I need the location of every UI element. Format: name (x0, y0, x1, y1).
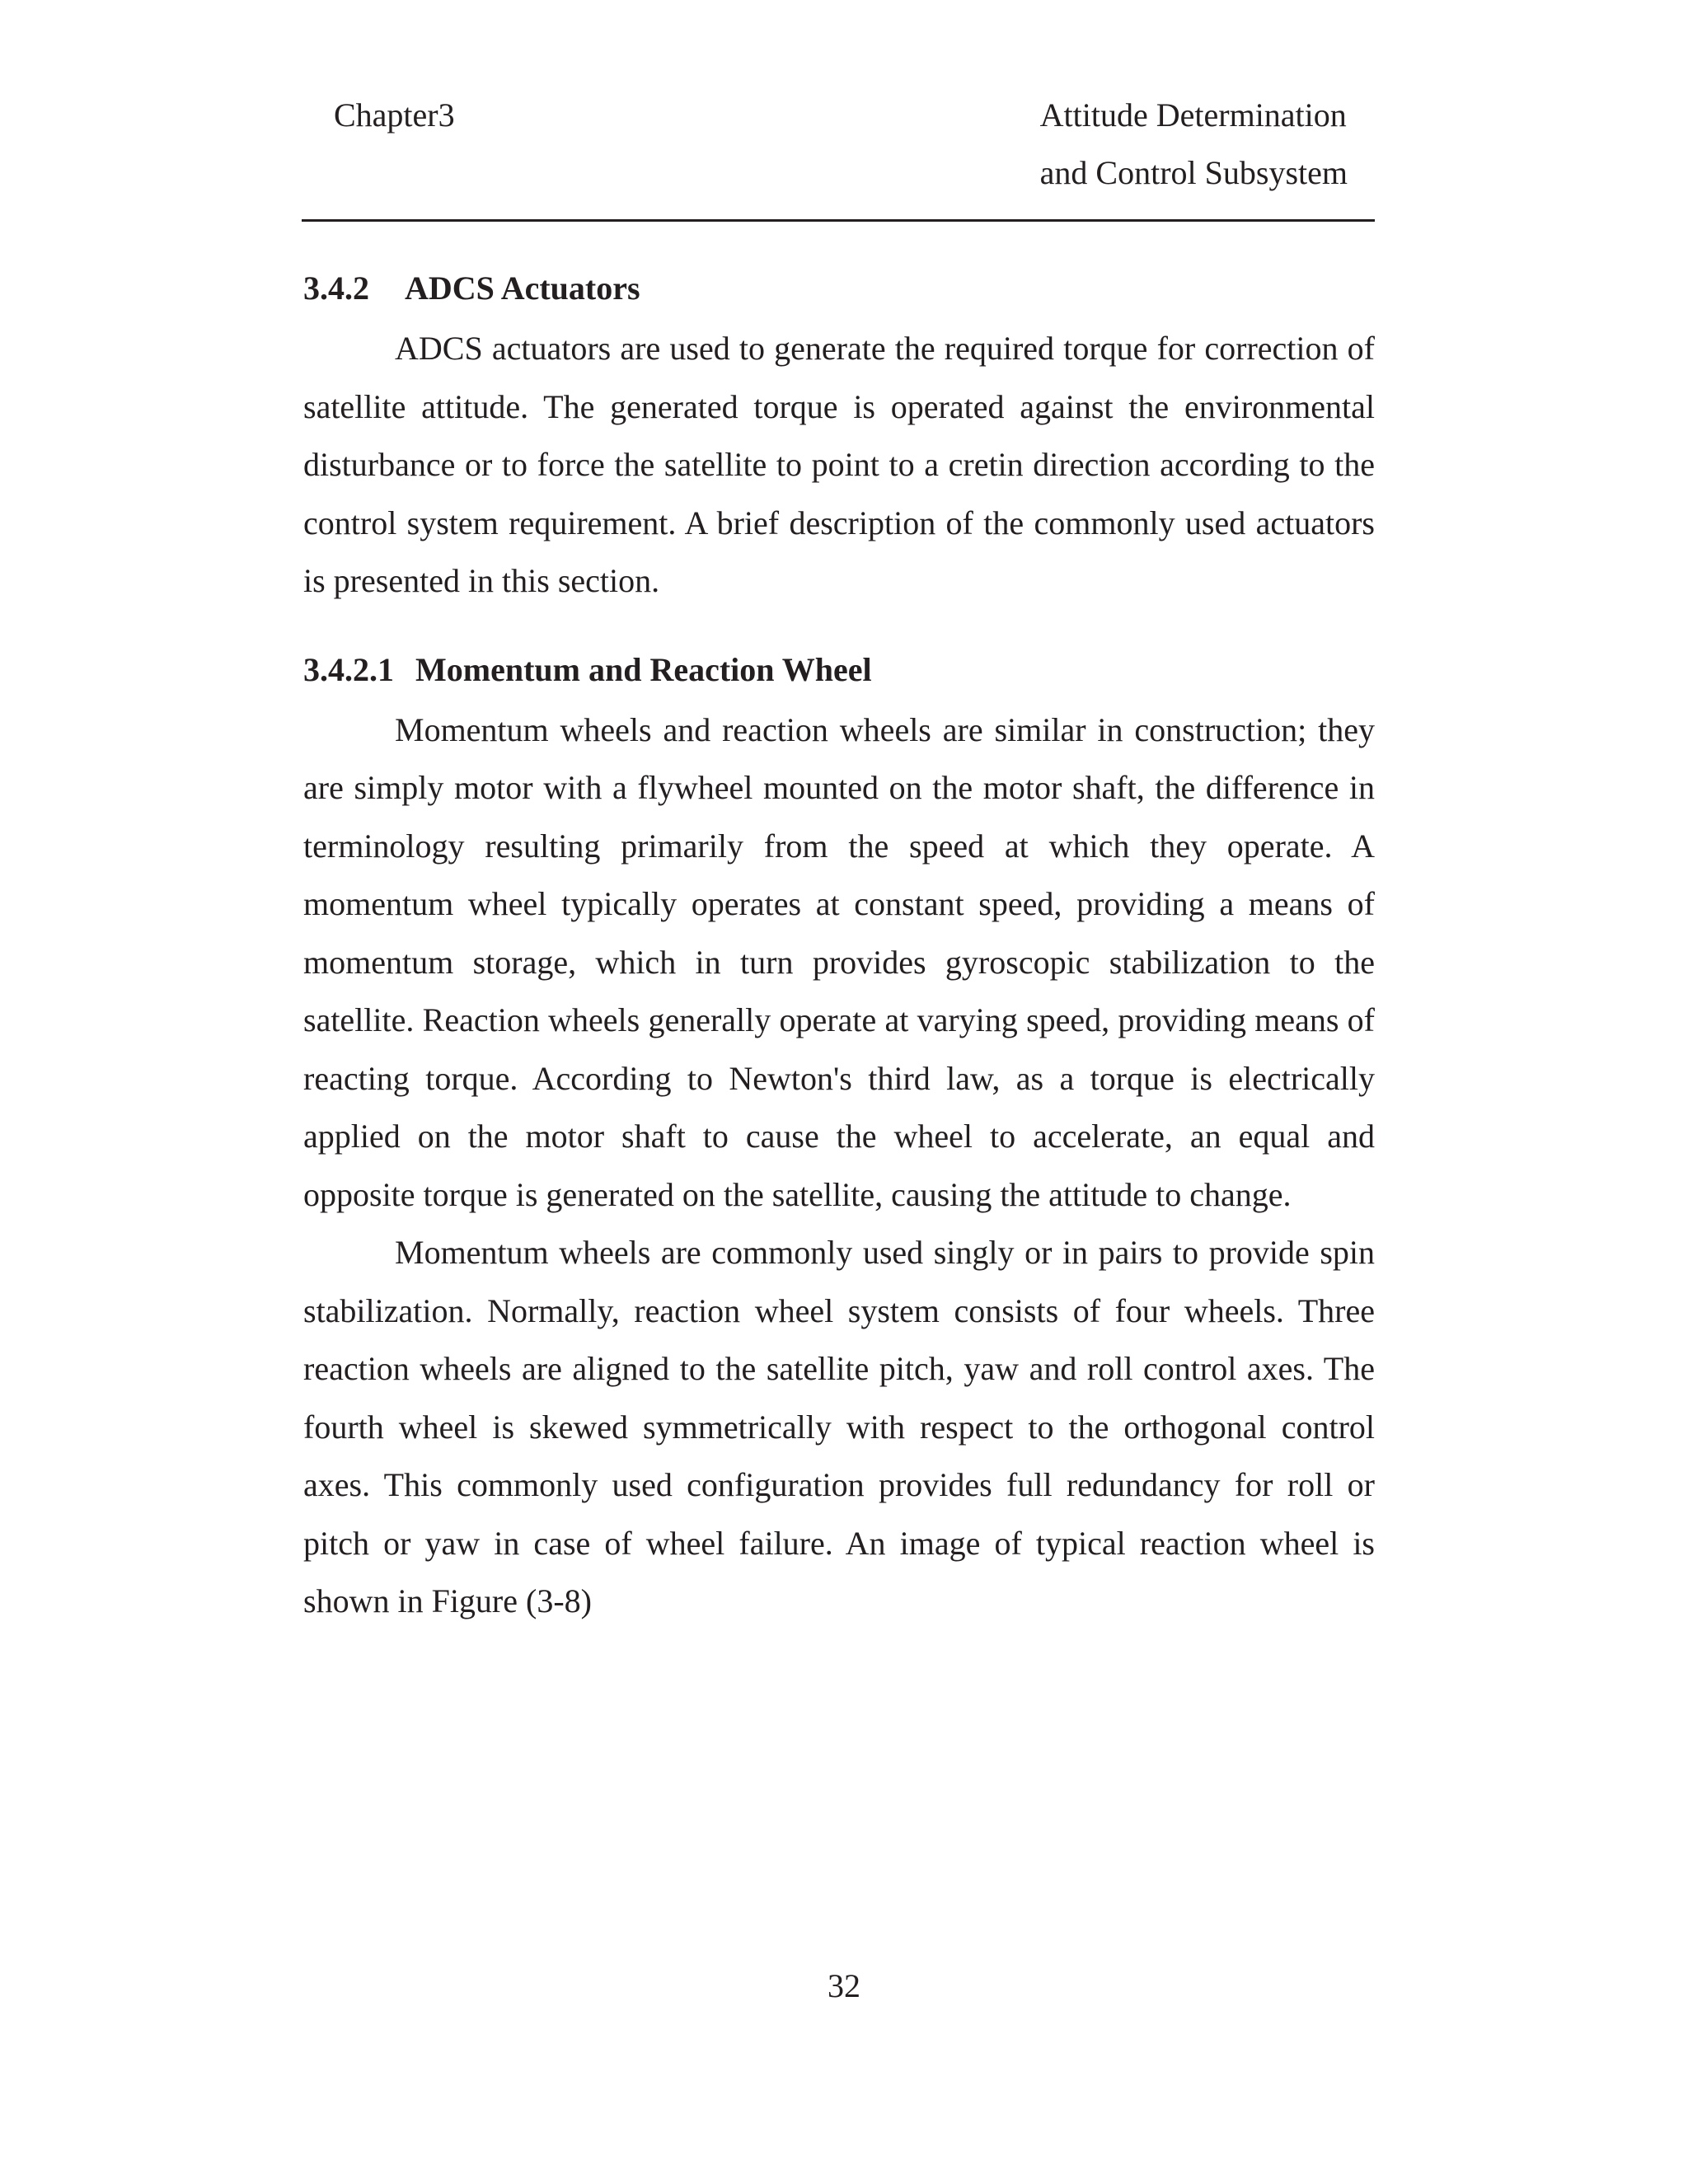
section-number: 3.4.2 (303, 269, 369, 307)
running-header-title-line-2: and Control Subsystem (1039, 154, 1348, 191)
running-header-title-line-1: Attitude Determination (1039, 96, 1347, 134)
page-number: 32 (828, 1967, 860, 2004)
page-body (303, 262, 1375, 1631)
subsection-title: Momentum and Reaction Wheel (415, 650, 872, 688)
running-header-title (1040, 87, 1348, 202)
paragraph-wheel-configuration: Momentum wheels are commonly used singly or in pairs to provide spin stabilization. Normally, reaction wheel system consists of four wheels. Three reaction wheels are aligned to the satellite pitch, yaw and roll control axes. The fourth wheel is skewed symmetrically with respect to the orthogonal control axes. This commonly used configuration provides full redundancy for roll or pitch or yaw in case of wheel failure. An image of typical reaction wheel is shown in Figure (3-8) (303, 1234, 1375, 1619)
paragraph-wheel-description: Momentum wheels and reaction wheels are similar in construction; they are simply motor with a flywheel mounted on the motor shaft, the difference in terminology resulting primarily from the speed at which they operate. A momentum wheel typically operates at constant speed, providing a means of momentum storage, which in turn provides gyroscopic stabilization to the satellite. Reaction wheels generally operate at varying speed, providing means of reacting torque. According to Newton's third law, as a torque is electrically applied on the motor shaft to cause the wheel to accelerate, an equal and opposite torque is generated on the satellite, causing the attitude to change. (303, 710, 1375, 1213)
section-title: ADCS Actuators (405, 269, 640, 307)
header-divider (302, 219, 1375, 222)
subsection-number: 3.4.2.1 (303, 650, 394, 688)
section-heading-momentum-reaction-wheel (303, 644, 1375, 696)
section-heading-actuators (303, 262, 1375, 315)
running-header-chapter: Chapter3 (334, 96, 455, 134)
paragraph-actuators-intro: ADCS actuators are used to generate the required torque for correction of satellite attitude. The generated torque is operated against the environmental disturbance or to force the satellite to point to a cretin direction according to the control system requirement. A brief description of the commonly used actuators is presented in this section. (303, 330, 1375, 599)
